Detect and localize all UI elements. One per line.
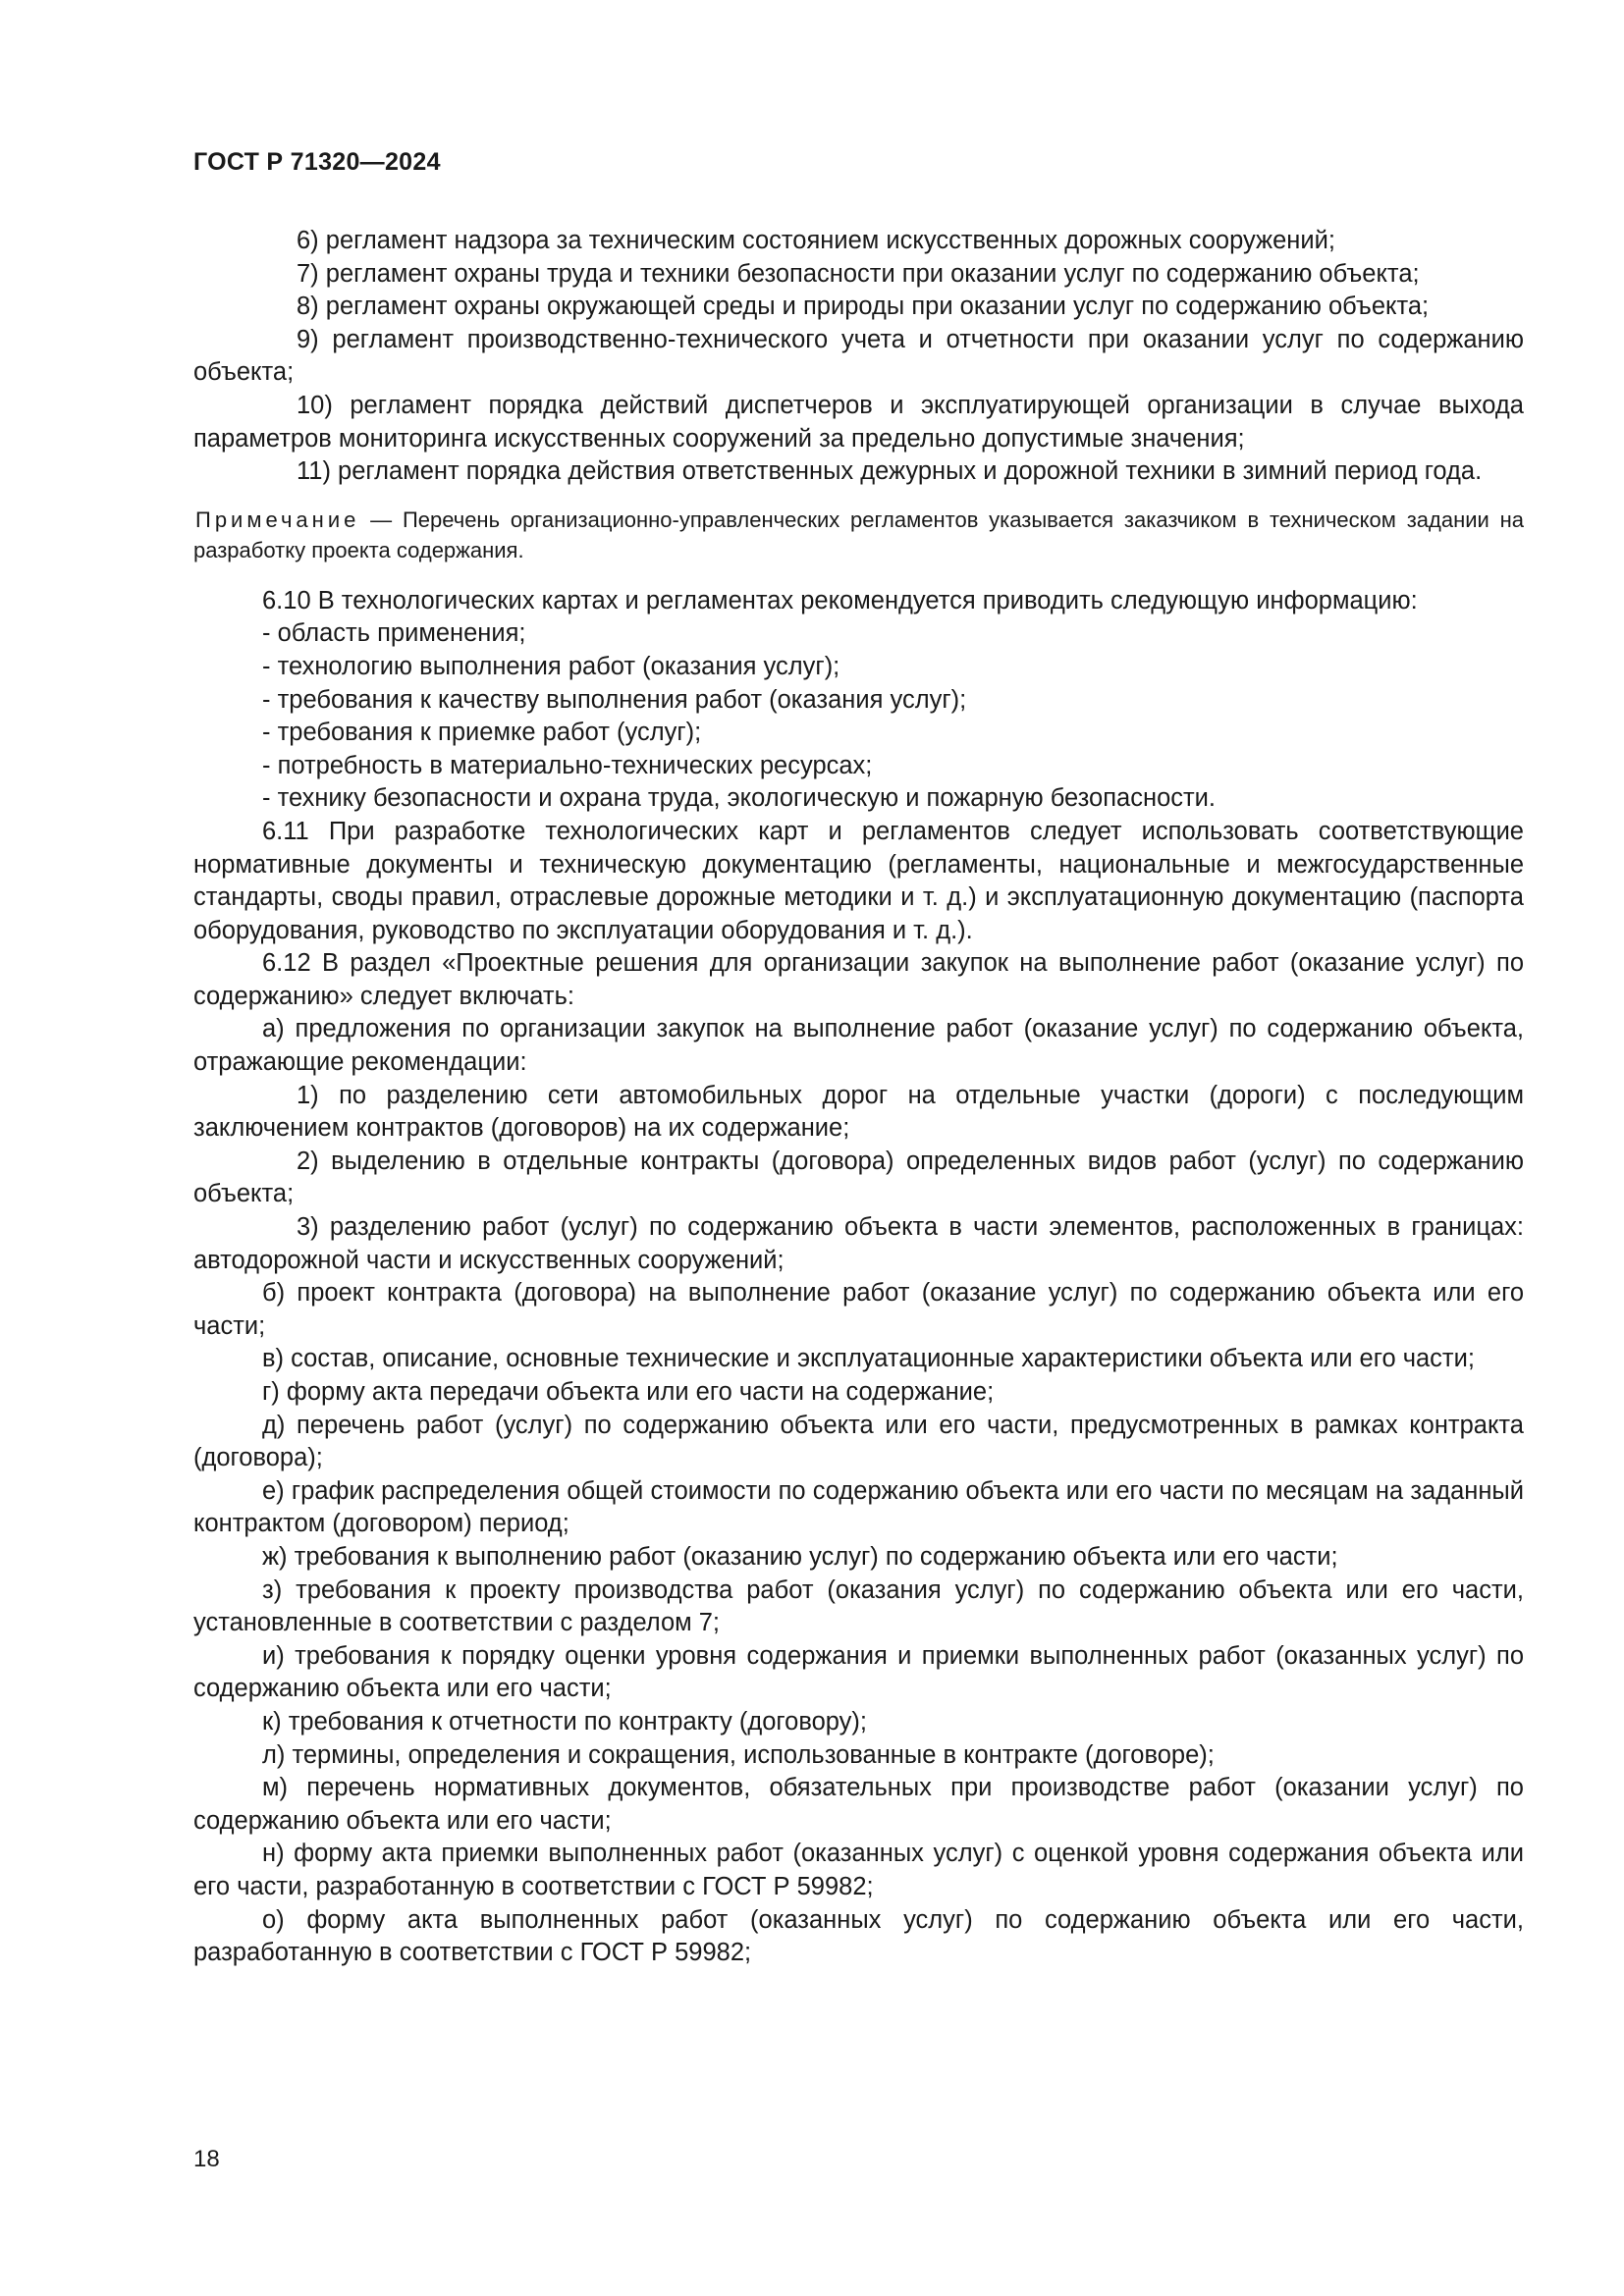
list-item: 9) регламент производственно-технического учета и отчетности при оказании услуг по содержанию объекта;	[193, 325, 1524, 387]
bullet-item: - требования к приемке работ (услуг);	[262, 719, 702, 747]
list-item: 10) регламент порядка действий диспетчеров и эксплуатирующей организации в случае выхода параметров мониторинга искусственных сооружений за предельно допустимые значения;	[193, 391, 1524, 453]
section-6-11: 6.11 При разработке технологических карт и регламентов следует использовать соответствующие нормативные документы и техническую документацию (регламенты, национальные и межгосударственные стандарты, своды правил, отраслевые дорожные методики и т. д.) и эксплуатационную документацию (паспорта оборудования, руководство по эксплуатации оборудования и т. д.).	[193, 817, 1524, 944]
list-item: г) форму акта передачи объекта или его части на содержание;	[262, 1378, 995, 1406]
document-header: ГОСТ Р 71320—2024	[193, 148, 441, 176]
list-item: а) предложения по организации закупок на выполнение работ (оказание услуг) по содержанию объекта, отражающие рекомендации:	[193, 1015, 1524, 1077]
sub-list-item: 1) по разделению сети автомобильных дорог на отдельные участки (дороги) с последующим заключением контрактов (договоров) на их содержание;	[193, 1081, 1524, 1143]
list-item: к) требования к отчетности по контракту (договору);	[262, 1707, 868, 1735]
page-number: 18	[193, 2146, 220, 2172]
section-6-10-intro: 6.10 В технологических картах и регламентах рекомендуется приводить следующую информацию:	[262, 586, 1418, 614]
bullet-item: - требования к качеству выполнения работ (оказания услуг);	[262, 685, 967, 714]
bullet-item: - потребность в материально-технических ресурсах;	[262, 751, 873, 779]
list-item: ж) требования к выполнению работ (оказанию услуг) по содержанию объекта или его части;	[262, 1542, 1338, 1571]
list-item: и) требования к порядку оценки уровня содержания и приемки выполненных работ (оказанных услуг) по содержанию объекта или его части;	[193, 1641, 1524, 1703]
list-item: о) форму акта выполненных работ (оказанных услуг) по содержанию объекта или его части, разработанную в соответствии с ГОСТ Р 59982;	[193, 1905, 1524, 1967]
list-item: 11) регламент порядка действия ответственных дежурных и дорожной техники в зимний период года.	[297, 457, 1483, 486]
list-item: 8) регламент охраны окружающей среды и природы при оказании услуг по содержанию объекта;	[297, 293, 1430, 321]
list-item: 6) регламент надзора за техническим состоянием искусственных дорожных сооружений;	[297, 227, 1335, 254]
list-item: з) требования к проекту производства работ (оказания услуг) по содержанию объекта или его части, установленные в соответствии с разделом 7;	[193, 1575, 1524, 1637]
list-item: л) термины, определения и сокращения, использованные в контракте (договоре);	[262, 1740, 1215, 1769]
section-6-12-intro: 6.12 В раздел «Проектные решения для организации закупок на выполнение работ (оказание услуг) по содержанию» следует включать:	[193, 949, 1524, 1010]
list-item: н) форму акта приемки выполненных работ (оказанных услуг) с оценкой уровня содержания объекта или его части, разработанную в соответствии с ГОСТ Р 59982;	[193, 1840, 1524, 1900]
list-item: в) состав, описание, основные технические и эксплуатационные характеристики объекта или его части;	[262, 1345, 1475, 1373]
note	[193, 505, 1524, 565]
list-item: м) перечень нормативных документов, обязательных при производстве работ (оказании услуг) по содержанию объекта или его части;	[193, 1774, 1524, 1835]
sub-list-item: 2) выделению в отдельные контракты (договора) определенных видов работ (услуг) по содержанию объекта;	[193, 1147, 1524, 1208]
list-item: д) перечень работ (услуг) по содержанию объекта или его части, предусмотренных в рамках контракта (договора);	[193, 1411, 1524, 1472]
bullet-item: - технику безопасности и охрана труда, экологическую и пожарную безопасности.	[262, 784, 1217, 813]
note-label: Примечание	[195, 507, 360, 532]
list-item: е) график распределения общей стоимости по содержанию объекта или его части по месяцам на заданный контрактом (договором) период;	[193, 1476, 1524, 1538]
list-item: б) проект контракта (договора) на выполнение работ (оказание услуг) по содержанию объекта или его части;	[193, 1279, 1524, 1340]
document-body	[193, 225, 1524, 1970]
bullet-item: - область применения;	[262, 619, 526, 648]
list-item: 7) регламент охраны труда и техники безопасности при оказании услуг по содержанию объекта;	[297, 259, 1420, 288]
note-text: — Перечень организационно-управленческих регламентов указывается заказчиком в техническом задании на разработку проекта содержания.	[193, 507, 1524, 562]
sub-list-item: 3) разделению работ (услуг) по содержанию объекта в части элементов, расположенных в границах: автодорожной части и искусственных сооружений;	[193, 1213, 1524, 1274]
bullet-item: - технологию выполнения работ (оказания услуг);	[262, 652, 840, 680]
